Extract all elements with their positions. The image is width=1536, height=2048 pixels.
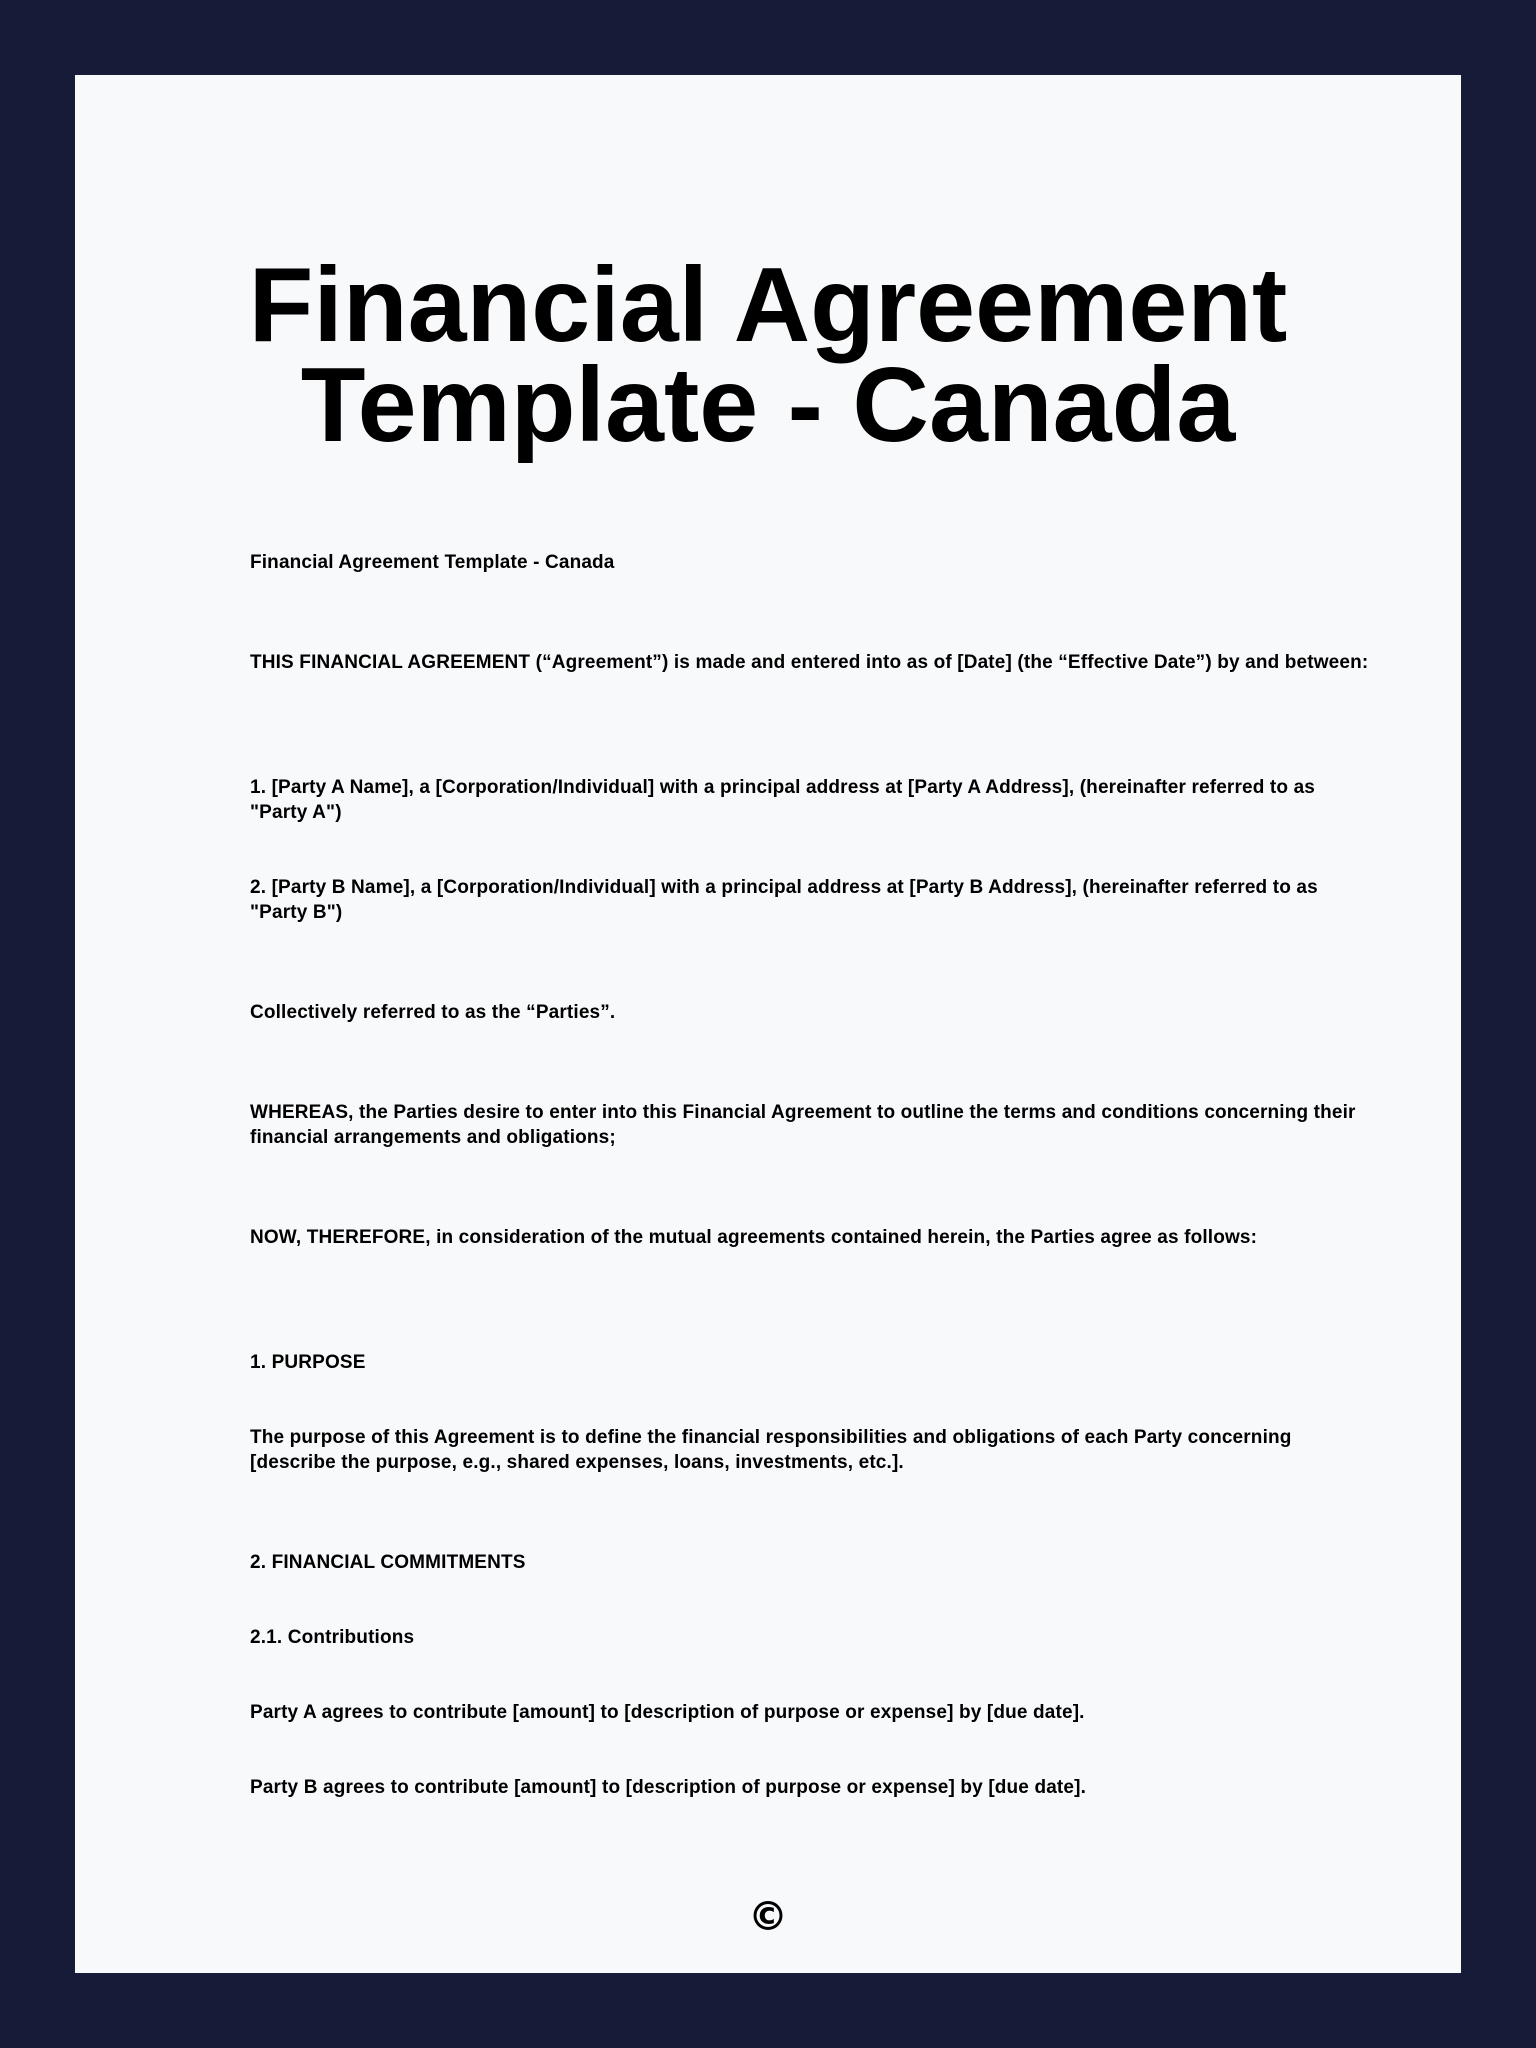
purpose-text: The purpose of this Agreement is to define the financial responsibilities and obligations of each Party concerning [describe the purpose, e.g., shared expenses, loans, investments, etc.]. bbox=[250, 1427, 1292, 1473]
party-b-contribution: Party B agrees to contribute [amount] to [description of purpose or expense] by [due date]. bbox=[250, 1777, 1087, 1798]
document-title bbox=[75, 246, 1461, 464]
therefore-clause: NOW, THEREFORE, in consideration of the mutual agreements contained herein, the Parties agree as follows: bbox=[250, 1227, 1258, 1248]
subsection-heading-contributions: 2.1. Contributions bbox=[250, 1627, 415, 1648]
party-b-clause: 2. [Party B Name], a [Corporation/Individual] with a principal address at [Party B Address], (hereinafter referred to as "Party B") bbox=[250, 877, 1318, 923]
document-page bbox=[75, 75, 1461, 1973]
document-title-line-2: Template - Canada bbox=[300, 346, 1236, 464]
document-title-line-1: Financial Agreement bbox=[248, 246, 1288, 364]
parties-definition: Collectively referred to as the “Parties”. bbox=[250, 1002, 616, 1023]
agreement-preamble: THIS FINANCIAL AGREEMENT (“Agreement”) is made and entered into as of [Date] (the “Effective Date”) by and between: bbox=[250, 652, 1369, 673]
section-heading-financial-commitments: 2. FINANCIAL COMMITMENTS bbox=[250, 1552, 526, 1573]
party-a-clause: 1. [Party A Name], a [Corporation/Individual] with a principal address at [Party A Address], (hereinafter referred to as "Party A") bbox=[250, 777, 1316, 823]
copyright-icon: © bbox=[748, 1894, 788, 1940]
whereas-clause: WHEREAS, the Parties desire to enter into this Financial Agreement to outline the terms and conditions concerning their financial arrangements and obligations; bbox=[250, 1102, 1356, 1148]
document-subtitle: Financial Agreement Template - Canada bbox=[250, 552, 615, 573]
section-heading-purpose: 1. PURPOSE bbox=[250, 1352, 366, 1373]
party-a-contribution: Party A agrees to contribute [amount] to [description of purpose or expense] by [due date]. bbox=[250, 1702, 1085, 1723]
